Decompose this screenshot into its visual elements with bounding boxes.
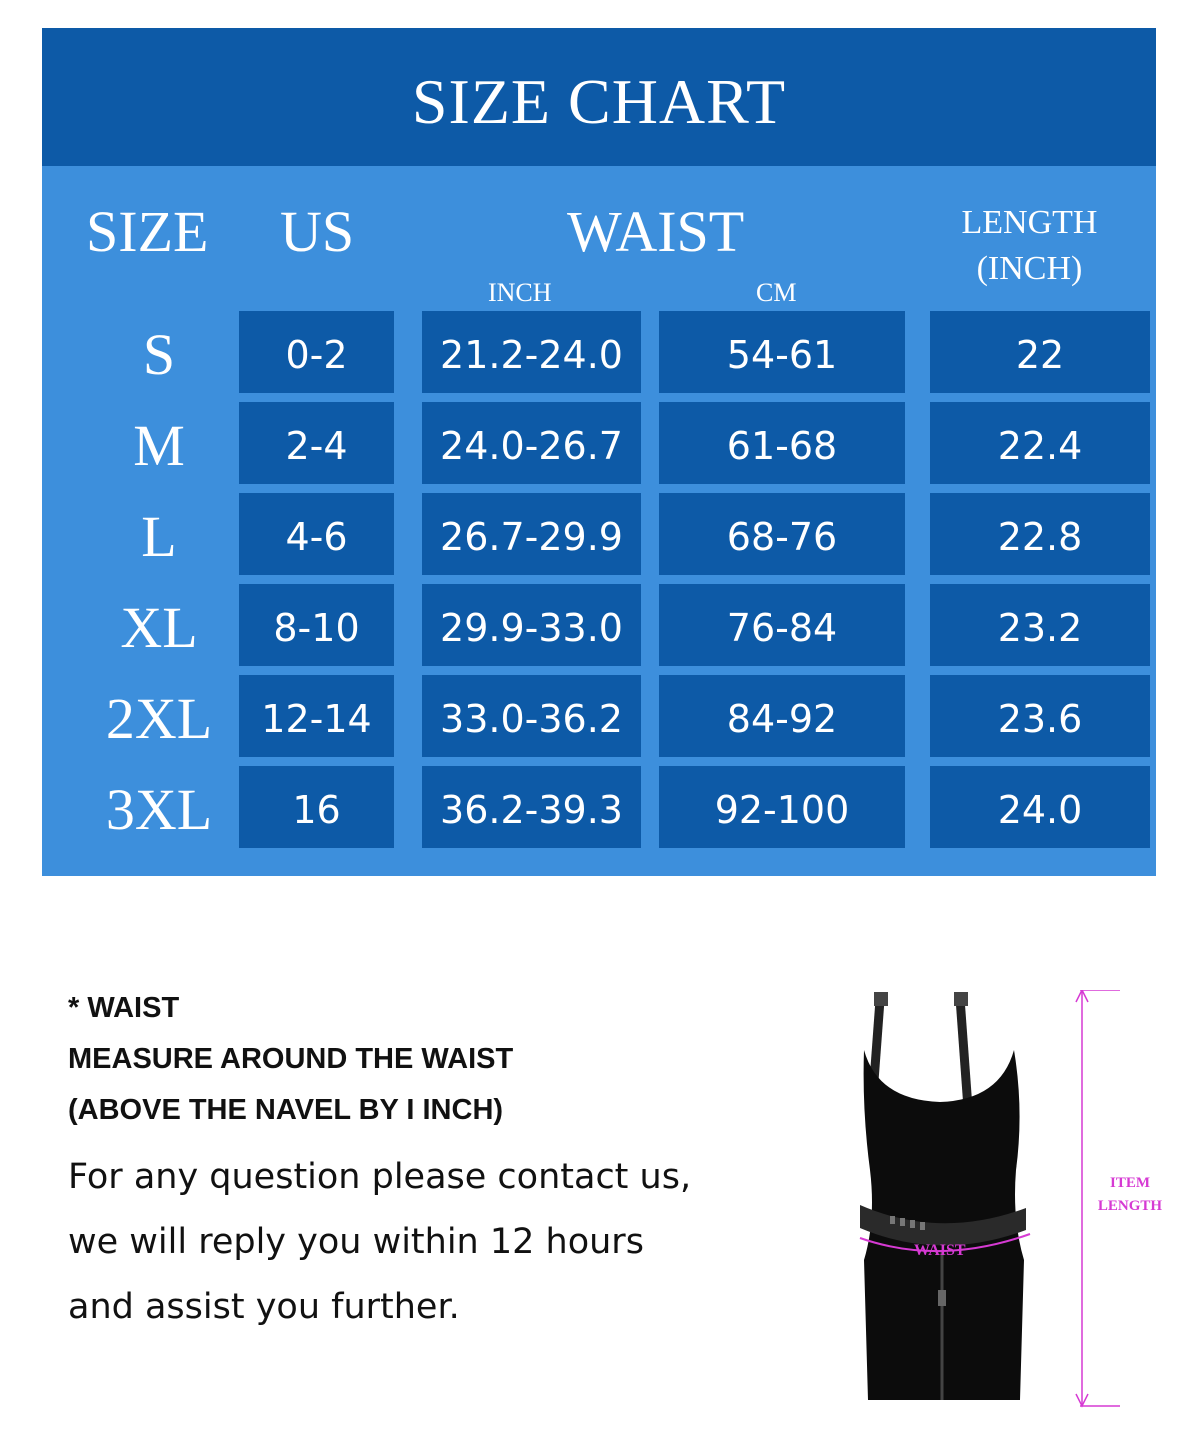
contact-line-1: For any question please contact us,	[68, 1157, 692, 1197]
zipper-pull	[938, 1290, 946, 1306]
chart-title: SIZE CHART	[411, 66, 787, 137]
waist-cm-cell: 76-84	[659, 584, 905, 666]
header-length-line2: (INCH)	[976, 250, 1083, 287]
header-length	[942, 200, 1117, 292]
us-size-cell: 12-14	[239, 675, 394, 757]
waist-cm-cell: 61-68	[659, 402, 905, 484]
contact-line-3: and assist you further.	[68, 1287, 460, 1327]
header-cm: CM	[756, 278, 797, 307]
size-chart	[42, 28, 1156, 876]
size-label: 2XL	[105, 686, 213, 751]
header-us: US	[280, 199, 355, 264]
waist-cm-cell: 68-76	[659, 493, 905, 575]
us-size-cell: 4-6	[239, 493, 394, 575]
header-length-line1: LENGTH	[961, 204, 1098, 241]
item-label-line2: LENGTH	[1097, 1198, 1163, 1214]
length-inch-cell: 22	[930, 311, 1150, 393]
right-strap	[960, 998, 968, 1108]
length-inch-cell: 23.2	[930, 584, 1150, 666]
item-length-label	[1090, 1175, 1170, 1215]
waist-inch-cell: 21.2-24.0	[422, 311, 641, 393]
header-inch: INCH	[488, 278, 552, 307]
waist-cm-cell: 92-100	[659, 766, 905, 848]
length-inch-cell: 22.4	[930, 402, 1150, 484]
us-size-cell: 2-4	[239, 402, 394, 484]
waist-inch-cell: 33.0-36.2	[422, 675, 641, 757]
header-waist: WAIST	[567, 199, 745, 264]
waist-inch-cell: 26.7-29.9	[422, 493, 641, 575]
navel-instruction: (ABOVE THE NAVEL BY I INCH)	[68, 1094, 504, 1126]
size-label: 3XL	[105, 777, 213, 842]
header-size: SIZE	[86, 199, 209, 264]
size-label: S	[142, 322, 176, 387]
size-label: L	[141, 504, 177, 569]
waist-inch-cell: 36.2-39.3	[422, 766, 641, 848]
item-label-line1: ITEM	[1109, 1175, 1150, 1191]
contact-line-2: we will reply you within 12 hours	[68, 1222, 644, 1262]
length-inch-cell: 22.8	[930, 493, 1150, 575]
garment-figure	[830, 990, 1170, 1410]
waist-title: * WAIST	[68, 992, 180, 1024]
measure-instruction: MEASURE AROUND THE WAIST	[68, 1043, 514, 1075]
us-size-cell: 16	[239, 766, 394, 848]
waist-inch-cell: 29.9-33.0	[422, 584, 641, 666]
size-label: M	[133, 413, 185, 478]
us-size-cell: 8-10	[239, 584, 394, 666]
left-strap-buckle	[874, 992, 888, 1006]
waist-cm-cell: 84-92	[659, 675, 905, 757]
size-label: XL	[120, 595, 198, 660]
right-strap-buckle	[954, 992, 968, 1006]
length-inch-cell: 24.0	[930, 766, 1150, 848]
waist-inch-cell: 24.0-26.7	[422, 402, 641, 484]
waist-label: WAIST	[914, 1242, 966, 1259]
us-size-cell: 0-2	[239, 311, 394, 393]
length-inch-cell: 23.6	[930, 675, 1150, 757]
chart-header	[42, 28, 1156, 166]
waist-cm-cell: 54-61	[659, 311, 905, 393]
